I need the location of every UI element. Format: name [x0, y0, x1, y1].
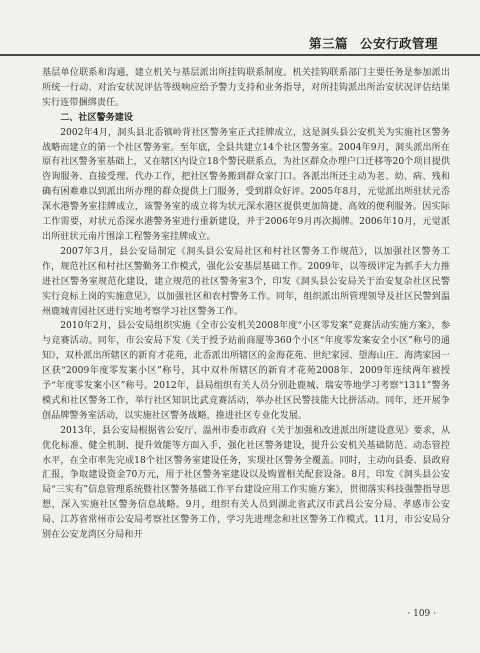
running-header: [297, 34, 438, 52]
header-part: 第三篇: [308, 36, 348, 51]
paragraph-continuation: 基层单位联系和沟通，建立机关与基层派出所挂钩联系制度。机关挂钩联系部门主要任务是参加派出所统一行动、对治安状况评估等级响应给予警力支持和业务指导，对所挂钩派出所治安状况评估结果实行连带捆绑责任。: [42, 68, 450, 108]
header-rule: [0, 54, 480, 56]
paragraph: 2010年2月，县公安局组织实施《全市公安机关2008年度“小区零发案”竞赛活动实施方案》，参与竞赛活动。同年，市公安局下发《关于授予站前商厦等360个小区“年度零发案安全小区”称号的通知》，双朴派出所辖区的新育才花苑，北岙派出所辖区的金海花苑、世纪家园、望海山庄、海湾家园一区获“2009年度零发案小区”称号，其中双朴所辖区的新育才花苑2008年、2009年连续两年被授予“年度零发案小区”称号。2012年，县局组织有关人员分别赴鹿城、瑞安等地学习考察“1311”警务模式和社区警务工作，举行社区知识比武竞赛活动，举办社区民警技能大比拼活动。同年，还开展争创品牌警务室活动，以实施社区警务战略，推进社区专业化发展。: [42, 321, 450, 421]
paragraph: 2013年，县公安局根据省公安厅、温州市委市政府《关于加强和改进派出所建设意见》要求，从优化标准、健全机制、提升效能等方面入手，强化社区警务建设，提升公安机关基础防范、动态管控水平，在全市率先完成18个社区警务室建设任务，实现社区警务全覆盖。同时，主动向县委、县政府汇报，争取建设资金70万元，用于社区警务室建设以及购置相关配套设备。8月，印发《洞头县公安局“三实有”信息管理系统暨社区警务基础工作平台建设应用工作实施方案》，贯彻落实科技强警指导思想，深入实施社区警务信息战略。9月，组织有关人员到湖北省武汉市武昌公安分局、孝感市公安局、江苏省常州市公安局考察社区警务工作，学习先进理念和社区警务工作模式。11月，市公安局分别在公安龙湾区分局和开: [42, 425, 450, 541]
page-body: [42, 66, 450, 543]
paragraph: 2007年3月，县公安局制定《洞头县公安局社区和村社区警务工作规范》，以加强社区警务工作，规范社区和村社区警勤务工作模式，强化公安基层基础工作。2009年，以等级评定为抓手大力推进社区警务室规范化建设，建立规范的社区警务室3个，印发《洞头县公安局关于治安复杂社区民警实行竞标上岗的实施意见》，以加强社区和农村警务工作。同年，组织派出所管理领导及社区民警到温州鹿城青园社区进行实地考察学习社区警务工作。: [42, 246, 450, 317]
section-heading: 二、社区警务建设: [60, 112, 133, 123]
paragraph: 2002年4月，洞头县北岙镇岭背社区警务室正式挂牌成立，这是洞头县公安机关为实施社区警务战略而建立的第一个社区警务室。至年底，全县共建立14个社区警务室。2004年9月，洞头派出所在原有社区警务室基础上，又在辖区内设立18个警民联系点，为社区群众办理户口迁移等20个项目提供咨询服务、直接受理、代办工作，把社区警务搬到群众家门口。各派出所还主动为老、幼、病、残和确有困难难以到派出所办理的群众提供上门服务，受到群众好评。2005年8月，元觉派出所驻状元岙深水港警务室挂牌成立，该警务室的成立将为状元深水港区提供更加简捷、高效的便利服务。因实际工作需要，对状元岙深水港警务室进行重新建设，并于2006年9月再次揭牌。2006年10月，元觉派出所驻状元南片围涂工程警务室挂牌成立。: [42, 127, 450, 242]
page-number: · 109 ·: [407, 609, 436, 619]
header-title: 公安行政管理: [359, 36, 438, 51]
